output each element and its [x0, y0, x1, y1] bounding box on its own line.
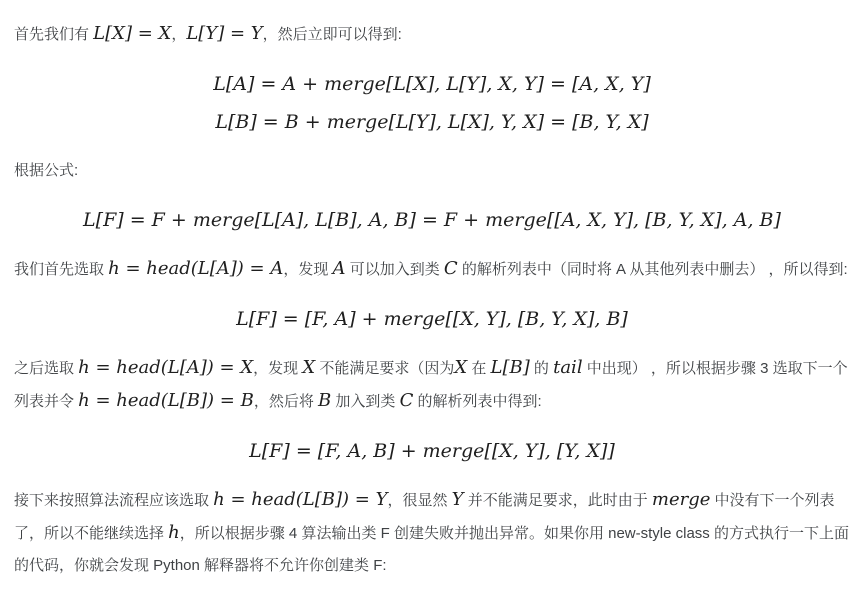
inline-math: B: [317, 390, 332, 411]
text-segment: 并不能满足要求，此时由于: [463, 492, 652, 509]
formula-line: L[F] = [F, A] + merge[[X, Y], [B, Y, X], B]: [236, 308, 628, 330]
text-segment: 首先我们有: [14, 26, 94, 43]
inline-math: A: [332, 258, 346, 279]
inline-math: C: [399, 390, 414, 411]
paragraph-fail: [14, 484, 850, 582]
text-segment: 我们首先选取: [14, 261, 109, 278]
inline-math: h = head(L[B]) = Y: [213, 489, 388, 510]
text-segment: 不能满足要求（因为: [315, 360, 455, 377]
text-segment: 根据公式:: [14, 162, 79, 179]
inline-math: h: [168, 522, 180, 543]
text-segment: 的解析列表中（同时将 A 从其他列表中删去） ，所以得到:: [457, 261, 848, 278]
text-segment: ，然后将: [253, 393, 318, 410]
text-segment: 中出现） ，所以根据步骤 3 选取下一个列表并令: [14, 360, 848, 410]
formula-line: L[A] = A + merge[L[X], L[Y], X, Y] = [A, X, Y]: [213, 73, 651, 95]
text-segment: ，所以根据步骤 4 算法输出类 F 创建失败并抛出异常。如果你用 new-style class 的方式执行一下上面的代码，你就会发现 Python 解释器将不允许你创建类 F:: [14, 525, 849, 574]
formula-line: L[B] = B + merge[L[Y], L[X], Y, X] = [B, Y, X]: [215, 111, 649, 133]
text-segment: 之后选取: [14, 360, 79, 377]
text-segment: ，: [171, 26, 187, 43]
paragraph-according-to-formula: [14, 155, 850, 187]
inline-math: h = head(L[B]) = B: [78, 390, 254, 411]
inline-math: X: [302, 357, 316, 378]
text-segment: ，发现: [283, 261, 333, 278]
paragraph-pick-b: [14, 352, 850, 418]
inline-math: merge: [651, 489, 711, 510]
paragraph-intro: [14, 18, 850, 51]
text-segment: 在: [467, 360, 491, 377]
inline-math: L[X] = X: [93, 23, 172, 44]
formula-line: L[F] = [F, A, B] + merge[[X, Y], [Y, X]]: [249, 440, 615, 462]
inline-math: X: [454, 357, 468, 378]
formula-line: L[F] = F + merge[L[A], L[B], A, B] = F + merge[[A, X, Y], [B, Y, X], A, B]: [83, 209, 781, 231]
text-segment: ，然后立即可以得到:: [262, 26, 402, 43]
text-segment: ，很显然: [387, 492, 452, 509]
text-segment: 加入到类: [331, 393, 400, 410]
inline-math: h = head(L[A]) = X: [78, 357, 254, 378]
text-segment: 的解析列表中得到:: [413, 393, 542, 410]
text-segment: ，发现: [253, 360, 303, 377]
text-segment: 接下来按照算法流程应该选取: [14, 492, 214, 509]
text-segment: 可以加入到类: [345, 261, 444, 278]
inline-math: C: [443, 258, 458, 279]
paragraph-pick-a: [14, 253, 850, 286]
inline-math: Y: [451, 489, 464, 510]
inline-math: L[B]: [490, 357, 530, 378]
text-segment: 中没有下一个列表了，所以不能继续选择: [14, 492, 835, 542]
display-formula-la-lb: [14, 65, 850, 141]
text-segment: 的: [529, 360, 554, 377]
inline-math: tail: [553, 357, 583, 378]
display-formula-lf-expanded: [14, 201, 850, 239]
inline-math: L[Y] = Y: [186, 23, 263, 44]
display-formula-lf-step1: [14, 300, 850, 338]
inline-math: h = head(L[A]) = A: [108, 258, 284, 279]
display-formula-lf-step2: [14, 432, 850, 470]
